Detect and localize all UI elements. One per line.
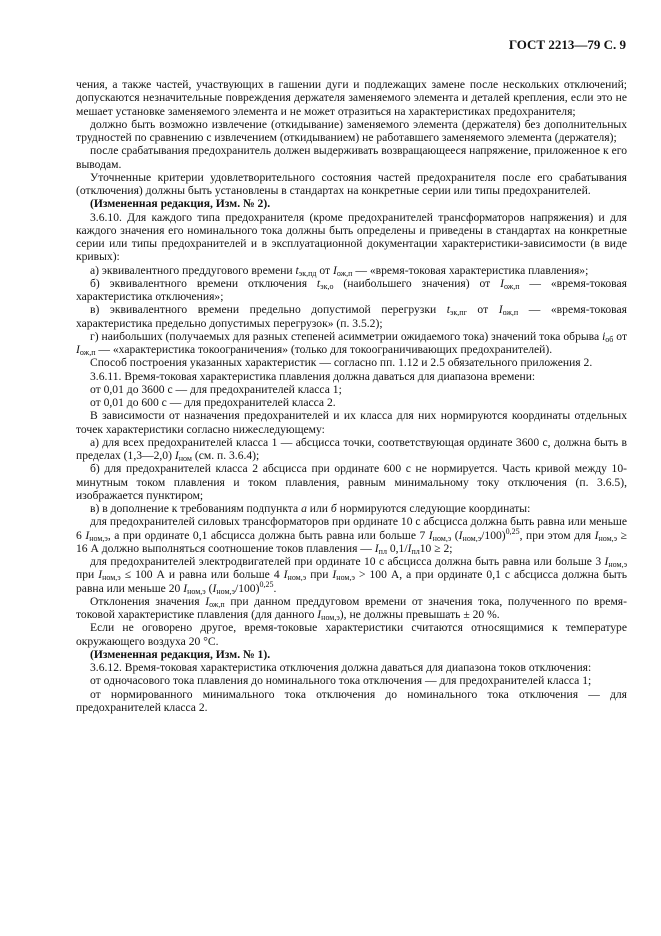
text-run: от — [316, 263, 333, 277]
text-run: от — [466, 303, 499, 317]
text-run: от нормированного минимального тока отключения до номинального тока отключения — для предохранителей класса 2. — [76, 687, 627, 714]
text-run: от 0,01 до 600 с — для предохранителей класса 2. — [90, 396, 336, 409]
subscript: пл — [378, 546, 387, 556]
text-run: а) эквивалентного преддугового времени — [90, 263, 296, 277]
text-run: (Измененная редакция, Изм. № 1). — [90, 647, 271, 661]
subscript: ном,э — [102, 573, 121, 583]
paragraph — [76, 303, 627, 330]
variable-symbol: I — [332, 263, 337, 277]
text-run: или — [306, 502, 331, 515]
variable-symbol: I — [317, 608, 322, 621]
variable-symbol: i — [602, 329, 606, 343]
document-body — [76, 78, 627, 714]
subscript: эк,о — [320, 281, 334, 291]
paragraph — [76, 330, 627, 357]
text-run: Отклонения значения — [90, 594, 206, 608]
variable-symbol: I — [458, 528, 463, 542]
text-run: от одночасового тока плавления до номинального тока отключения — для предохранителей класса 1; — [90, 674, 592, 688]
text-run: . — [273, 581, 277, 595]
text-run: — «время-токовая характеристика плавления»; — [352, 263, 589, 277]
superscript: 0,25 — [259, 579, 274, 589]
paragraph — [76, 409, 627, 436]
text-run: /100) — [234, 581, 260, 595]
variable-symbol: I — [332, 568, 337, 582]
paragraph — [76, 555, 627, 595]
variable-symbol: I — [428, 528, 433, 542]
text-run: для предохранителей электродвигателей при ординате 10 с абсцисса должна быть равна или больше 3 — [90, 555, 605, 568]
superscript: 0,25 — [505, 526, 520, 536]
subscript: ож,п — [502, 308, 519, 318]
paragraph — [76, 211, 627, 264]
subscript: эк,пг — [449, 308, 467, 318]
text-run: (Измененная редакция, Изм. № 2). — [90, 197, 271, 211]
paragraph — [76, 144, 627, 171]
variable-symbol: t — [446, 303, 450, 317]
variable-symbol: а — [301, 502, 307, 515]
paragraph — [76, 264, 627, 277]
subscript: эк,пд — [298, 268, 317, 278]
paragraph — [76, 396, 627, 409]
subscript: ном,э — [287, 573, 307, 583]
text-run: — «время-токовая характеристика предельно допустимых перегрузок» (п. 3.5.2); — [76, 303, 627, 330]
text-run: 0,1/ — [386, 541, 408, 555]
text-run: Способ построения указанных характеристик — согласно пп. 1.12 и 2.5 обязательного приложения 2. — [90, 356, 593, 370]
subscript: ном,э — [608, 560, 627, 569]
variable-symbol: I — [76, 343, 80, 356]
subscript: ож,п — [209, 599, 225, 609]
paragraph — [76, 370, 627, 383]
text-run: , при этом для — [519, 528, 595, 542]
text-run: для предохранителей силовых трансформаторов при ординате 10 с абсцисса должна быть равна или меньше 6 — [76, 515, 627, 542]
paragraph — [76, 674, 627, 687]
text-run: должно быть возможно извлечение (откидывание) заменяемого элемента (держателя) без дополнительных трудностей по сравнению с извлечением (откидыванием) не работавшего заменяемого элемента (держателя); — [76, 117, 627, 144]
text-run: б) для предохранителей класса 2 абсцисса при ординате 600 с не нормируется. Часть кривой между 10-минутным током плавления и током плавления, равным минимальному току отключения (п. 3.6.5), изображается пунктиром; — [76, 462, 627, 502]
variable-symbol: I — [407, 541, 412, 555]
paragraph — [76, 356, 627, 369]
paragraph — [76, 595, 627, 622]
text-run: в) эквивалентного времени предельно допустимой перегрузки — [90, 303, 447, 317]
variable-symbol: I — [85, 528, 90, 542]
text-run: чения, а также частей, участвующих в гашении дуги и подлежащих замене после нескольких отключений; допускаются незначительные повреждения держателя заменяемого элемента и деталей крепления, если это не мешает установке заменяемого элемента и не может отразиться на характеристиках предохранителя; — [76, 78, 627, 118]
variable-symbol: I — [98, 568, 103, 582]
paragraph — [76, 688, 627, 715]
subscript: ном,э — [321, 613, 340, 622]
text-run: 3.6.12. Время-токовая характеристика отключения должна даваться для диапазона токов отключения: — [90, 661, 592, 674]
paragraph — [76, 621, 627, 648]
text-run: ≥ 16 А должно выполняться соотношение токов плавления — — [76, 528, 627, 555]
text-run: ), не должны превышать ± 20 %. — [339, 608, 500, 621]
variable-symbol: I — [498, 303, 503, 317]
text-run: — «характеристика токоограничения» (только для токоограничивающих предохранителей). — [95, 343, 553, 356]
text-run: от — [613, 329, 628, 343]
variable-symbol: б — [330, 502, 337, 515]
text-run: ( — [205, 581, 213, 595]
variable-symbol: t — [316, 276, 321, 290]
text-run: > 100 А, а при ординате 0,1 с абсцисса должна быть равна или меньше 20 — [76, 568, 628, 595]
text-run: — «время-токовая характеристика отключения»; — [76, 276, 627, 303]
subscript: ож,п — [79, 348, 96, 357]
text-run: от 0,01 до 3600 с — для предохранителей класса 1; — [90, 382, 342, 396]
text-run: ( — [451, 528, 459, 542]
text-run: ≤ 100 А и равна или больше 4 — [120, 568, 284, 582]
text-run: В зависимости от назначения предохранителей и их класса для них нормируются координаты отдельных точек характеристики согласно нижеследующему: — [76, 409, 627, 436]
text-run: (наибольшего значения) от — [333, 276, 501, 290]
paragraph — [76, 118, 627, 145]
subscript: ном,э — [216, 586, 235, 596]
text-run: при — [76, 568, 99, 582]
variable-symbol: I — [174, 449, 179, 462]
text-run: (см. п. 3.6.4); — [191, 449, 260, 462]
paragraph — [76, 515, 627, 555]
variable-symbol: t — [295, 263, 299, 277]
subscript: об — [605, 334, 614, 344]
subscript: ож,п — [503, 281, 520, 291]
paragraph — [76, 78, 627, 118]
subscript: ном,э — [336, 573, 355, 583]
subscript: ном — [178, 454, 192, 463]
variable-symbol: I — [205, 594, 210, 608]
variable-symbol: I — [500, 276, 504, 290]
paragraph — [76, 661, 627, 674]
paragraph — [76, 383, 627, 396]
variable-symbol: I — [283, 568, 288, 582]
text-run: при — [306, 568, 333, 582]
text-run: г) наибольших (получаемых для разных степеней асимметрии ожидаемого тока) значений тока обрыва — [90, 329, 603, 343]
amendment-note — [76, 197, 627, 210]
text-run: 3.6.11. Время-токовая характеристика плавления должна даваться для диапазона времени: — [90, 369, 536, 383]
paragraph — [76, 502, 627, 515]
subscript: ож,п — [336, 268, 353, 278]
text-run: Если не оговорено другое, время-токовые характеристики считаются относящимися к температуре окружающего воздуха 20 °С. — [76, 621, 627, 648]
variable-symbol: I — [183, 581, 188, 595]
variable-symbol: I — [374, 541, 379, 555]
text-run: при данном преддуговом времени от значения тока, полученного по время-токовой характеристике плавления (для данного — [76, 594, 627, 621]
text-run: б) эквивалентного времени отключения — [90, 276, 317, 290]
text-run: , а при ординате 0,1 абсцисса должна быть равна или больше 7 — [107, 528, 429, 542]
text-run: нормируются следующие координаты: — [336, 502, 531, 515]
page-header: ГОСТ 2213—79 С. 9 — [508, 37, 626, 52]
variable-symbol: I — [212, 581, 217, 595]
text-run: 10 ≥ 2; — [419, 541, 453, 555]
text-run: в) в дополнение к требованиям подпункта — [90, 502, 302, 515]
text-run: 3.6.10. Для каждого типа предохранителя (кроме предохранителей трансформаторов напряжения) и для каждого значения его номинального тока должны быть определены и приведены в стандартах на конкретные серии или типы предохранителей и в эксплуатационной документации характеристики-зависимости (в виде кривых): — [76, 210, 627, 264]
subscript: ном,э — [432, 533, 452, 543]
subscript: пл — [411, 546, 420, 556]
subscript: ном,э — [89, 533, 108, 543]
subscript: ном,э — [462, 533, 482, 543]
subscript: ном,э — [187, 586, 206, 596]
variable-symbol: I — [594, 528, 599, 542]
subscript: ном,э — [598, 533, 618, 543]
paragraph — [76, 171, 627, 198]
text-run: после срабатывания предохранитель должен выдерживать возвращающееся напряжение, приложенное к его выводам. — [76, 144, 627, 171]
text-run: /100) — [481, 528, 506, 542]
paragraph — [76, 436, 627, 463]
paragraph — [76, 277, 627, 304]
paragraph — [76, 462, 627, 502]
text-run: Уточненные критерии удовлетворительного состояния частей предохранителя после его срабатывания (отключения) должны быть установлены в стандартах на конкретные серии или типы предохранителей. — [76, 170, 627, 197]
amendment-note — [76, 648, 627, 661]
variable-symbol: I — [604, 555, 609, 568]
text-run: а) для всех предохранителей класса 1 — абсцисса точки, соответствующая ординате 3600 с, должна быть в пределах (1,3—2,0) — [76, 435, 627, 462]
